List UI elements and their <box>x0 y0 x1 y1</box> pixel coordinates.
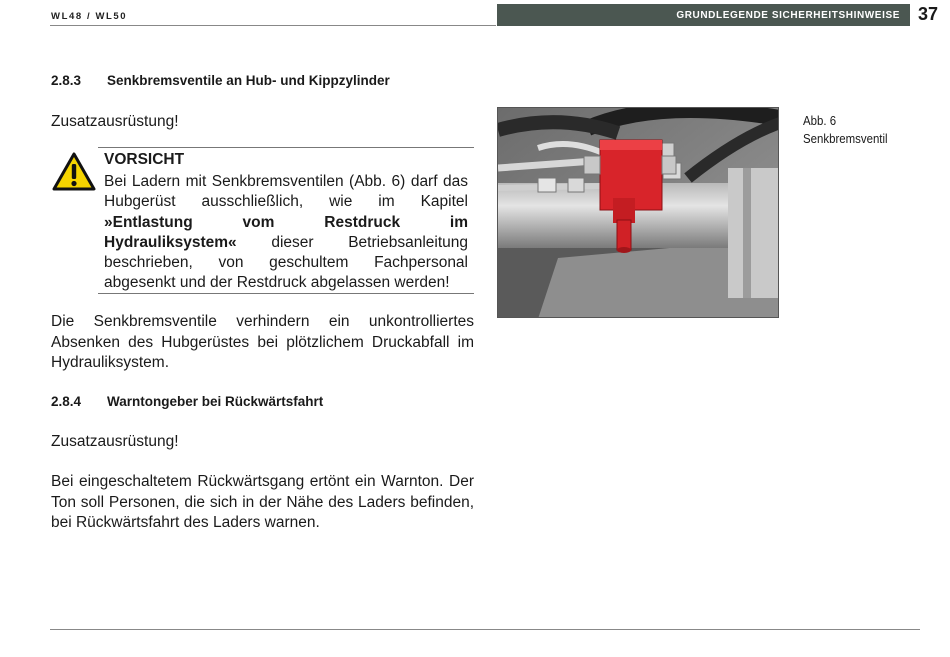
caution-title: VORSICHT <box>104 151 185 168</box>
section-intro: Zusatzausrüstung! <box>51 433 179 450</box>
section-heading-2-8-3 <box>51 73 390 88</box>
figure-photo-lowering-brake-valve <box>497 107 779 318</box>
caution-text-part1: Bei Ladern mit Senkbremsventilen (Abb. 6) darf das Hubgerüst ausschließlich, wie im Kapitel <box>104 173 468 211</box>
section-paragraph: Die Senkbremsventile verhindern ein unkontrolliertes Absenken des Hubgerüstes bei plötzlichem Druckabfall im Hydrauliksystem. <box>51 313 474 371</box>
figure-caption: Senkbremsventil <box>803 131 888 146</box>
caution-text <box>104 172 468 294</box>
page-number: 37 <box>918 4 939 24</box>
valve-illustration <box>498 108 779 318</box>
caution-chapter-reference: »Entlastung vom Restdruck im Hydrauliksystem« <box>104 213 468 251</box>
warning-triangle-icon <box>52 152 96 192</box>
section-paragraph: Bei eingeschaltetem Rückwärtsgang ertönt ein Warnton. Der Ton soll Personen, die sich in der Nähe des Laders befinden, bei Rückwärtsfahrt des Laders warnen. <box>51 473 474 531</box>
caution-top-rule <box>98 147 474 148</box>
section-heading-2-8-4 <box>51 394 323 409</box>
caution-bottom-rule <box>98 293 474 294</box>
figure-label: Abb. 6 <box>803 113 837 128</box>
section-number: 2.8.3 <box>51 73 82 88</box>
section-title: Warntongeber bei Rückwärtsfahrt <box>107 394 324 409</box>
header-model: WL48 / WL50 <box>51 11 128 22</box>
header-chapter-title: GRUNDLEGENDE SICHERHEITSHINWEISE <box>676 9 900 21</box>
caution-text-part2: dieser Betriebsanleitung beschrieben, von geschultem Fachpersonal abgesenkt und der Restdruck abgelassen werden! <box>104 233 468 292</box>
section-title: Senkbremsventile an Hub- und Kippzylinder <box>107 73 390 88</box>
header-rule <box>50 25 496 26</box>
section-intro: Zusatzausrüstung! <box>51 113 179 130</box>
header-chapter-band <box>497 4 910 26</box>
section-number: 2.8.4 <box>51 394 82 409</box>
footer-rule <box>50 629 920 630</box>
